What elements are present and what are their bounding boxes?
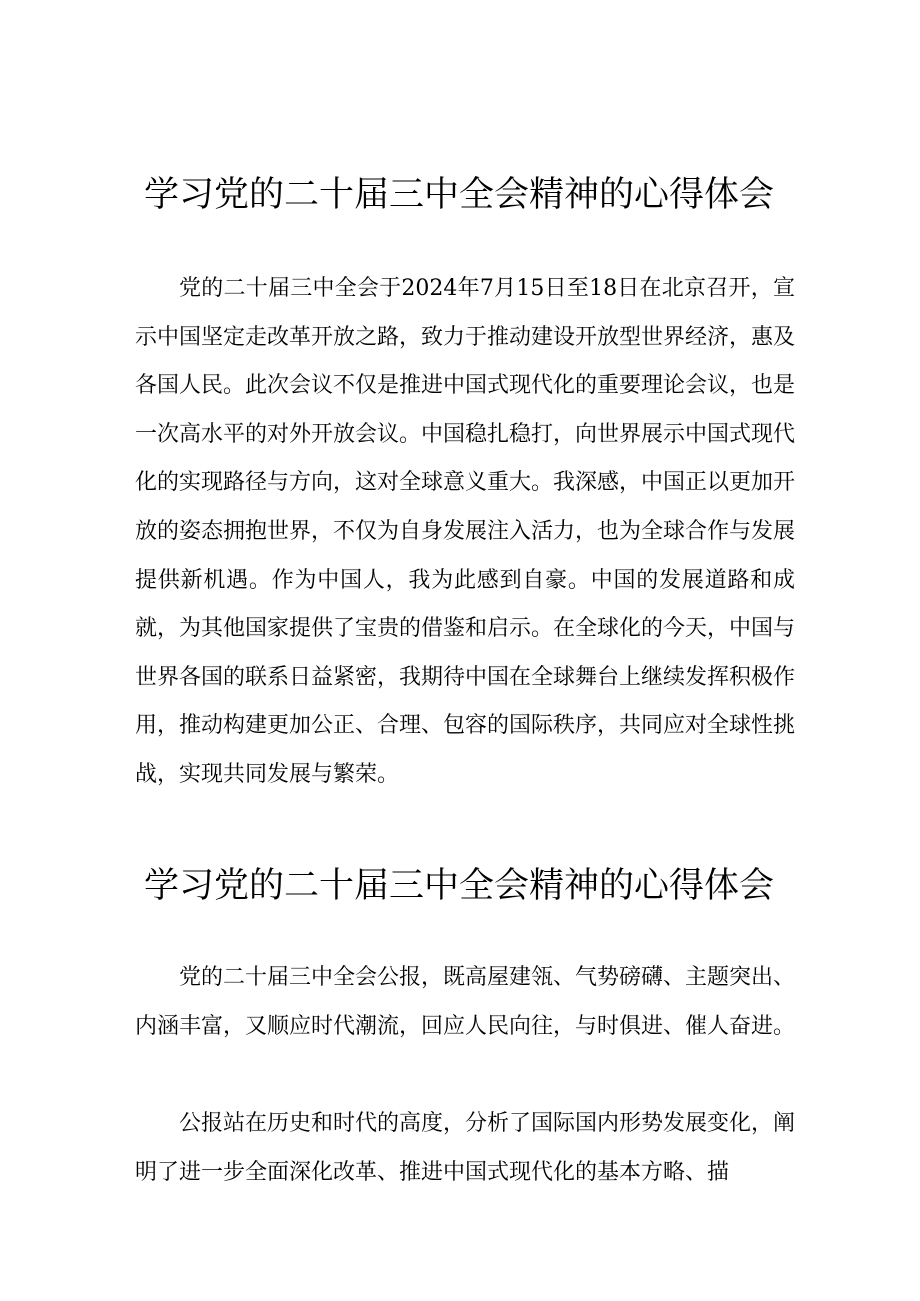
article-title: 学习党的二十届三中全会精神的心得体会 xyxy=(144,866,775,906)
article-title: 学习党的二十届三中全会精神的心得体会 xyxy=(144,175,775,215)
article-paragraph: 公报站在历史和时代的高度，分析了国际国内形势发展变化，阐明了进一步全面深化改革、推进中国式现代化的基本方略、描 xyxy=(135,1111,796,1185)
article-paragraph: 党的二十届三中全会于2024年7月15日至18日在北京召开，宣示中国坚定走改革开放之路，致力于推动建设开放型世界经济，惠及各国人民。此次会议不仅是推进中国式现代化的重要理论会议，也是一次高水平的对外开放会议。中国稳扎稳打，向世界展示中国式现代化的实现路径与方向，这对全球意义重大。我深感，中国正以更加开放的姿态拥抱世界，不仅为自身发展注入活力，也为全球合作与发展提供新机遇。作为中国人，我为此感到自豪。中国的发展道路和成就，为其他国家提供了宝贵的借鉴和启示。在全球化的今天，中国与世界各国的联系日益紧密，我期待中国在全球舞台上继续发挥积极作用，推动构建更加公正、合理、包容的国际秩序，共同应对全球性挑战，实现共同发展与繁荣。 xyxy=(135,276,796,787)
article-paragraph: 党的二十届三中全会公报，既高屋建瓴、气势磅礴、主题突出、内涵丰富，又顺应时代潮流，回应人民向往，与时俱进、催人奋进。 xyxy=(135,965,796,1039)
